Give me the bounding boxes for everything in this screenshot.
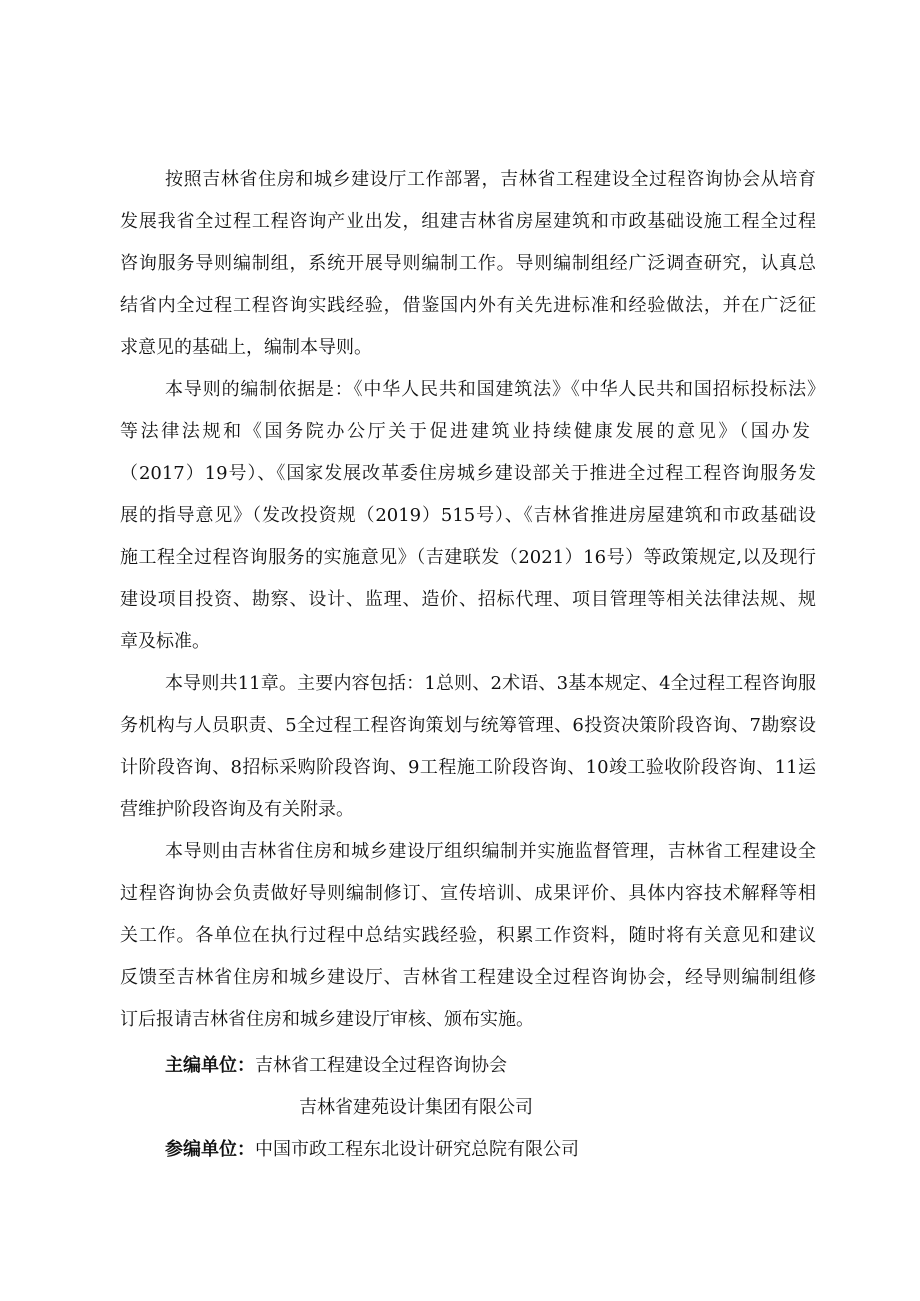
paragraph-line: 求意见的基础上，编制本导则。 bbox=[120, 337, 372, 358]
paragraph-line: 本导则共11章。主要内容包括：1总则、2术语、3基本规定、4全过程工程咨询服 bbox=[165, 673, 816, 694]
chief-editor-row bbox=[165, 1054, 507, 1078]
paragraph-line: 反馈至吉林省住房和城乡建设厅、吉林省工程建设全过程咨询协会，经导则编制组修 bbox=[120, 967, 816, 988]
paragraph-line: 等法律法规和《国务院办公厅关于促进建筑业持续健康发展的意见》（国办发 bbox=[120, 421, 810, 442]
participating-editor-label: 参编单位： bbox=[165, 1139, 255, 1160]
paragraph-line: 计阶段咨询、8招标采购阶段咨询、9工程施工阶段咨询、10竣工验收阶段咨询、11运 bbox=[120, 757, 816, 778]
paragraph-line: 发展我省全过程工程咨询产业出发，组建吉林省房屋建筑和市政基础设施工程全过程 bbox=[120, 211, 816, 232]
paragraph-line: 本导则由吉林省住房和城乡建设厅组织编制并实施监督管理，吉林省工程建设全 bbox=[165, 841, 816, 862]
participating-editor-row bbox=[165, 1138, 579, 1162]
paragraph-line: 订后报请吉林省住房和城乡建设厅审核、颁布实施。 bbox=[120, 1009, 534, 1030]
paragraph-line: （2017）19号）、《国家发展改革委住房城乡建设部关于推进全过程工程咨询服务发 bbox=[120, 463, 816, 484]
paragraph-line: 过程咨询协会负责做好导则编制修订、宣传培训、成果评价、具体内容技术解释等相 bbox=[120, 883, 816, 904]
paragraph-line: 展的指导意见》（发改投资规（2019）515号）、《吉林省推进房屋建筑和市政基础设 bbox=[120, 505, 816, 526]
paragraph-line: 按照吉林省住房和城乡建设厅工作部署，吉林省工程建设全过程咨询协会从培育 bbox=[165, 169, 816, 190]
paragraph-line: 建设项目投资、勘察、设计、监理、造价、招标代理、项目管理等相关法律法规、规 bbox=[120, 589, 816, 610]
paragraph-line: 务机构与人员职责、5全过程工程咨询策划与统筹管理、6投资决策阶段咨询、7勘察设 bbox=[120, 715, 816, 736]
participating-editor-unit: 中国市政工程东北设计研究总院有限公司 bbox=[255, 1139, 579, 1160]
paragraph-line: 营维护阶段咨询及有关附录。 bbox=[120, 799, 354, 820]
chief-editor-label: 主编单位： bbox=[165, 1055, 255, 1076]
paragraph-line: 章及标准。 bbox=[120, 631, 210, 652]
chief-editor-unit: 吉林省建苑设计集团有限公司 bbox=[299, 1097, 533, 1118]
paragraph-line: 关工作。各单位在执行过程中总结实践经验，积累工作资料，随时将有关意见和建议 bbox=[120, 925, 816, 946]
paragraph-line: 咨询服务导则编制组，系统开展导则编制工作。导则编制组经广泛调查研究，认真总 bbox=[120, 253, 816, 274]
paragraph-line: 施工程全过程咨询服务的实施意见》（吉建联发（2021）16号）等政策规定,以及现行 bbox=[120, 547, 816, 568]
paragraph-line: 本导则的编制依据是：《中华人民共和国建筑法》《中华人民共和国招标投标法》 bbox=[165, 379, 825, 400]
paragraph-line: 结省内全过程工程咨询实践经验，借鉴国内外有关先进标准和经验做法，并在广泛征 bbox=[120, 295, 816, 316]
chief-editor-unit: 吉林省工程建设全过程咨询协会 bbox=[255, 1055, 507, 1076]
